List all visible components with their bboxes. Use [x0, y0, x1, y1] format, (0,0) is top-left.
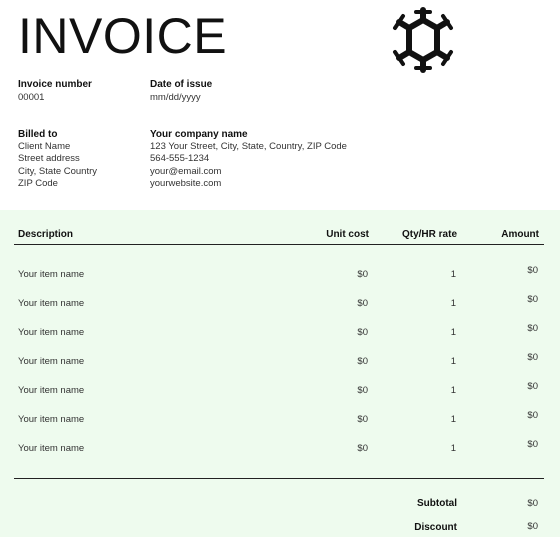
company-line: your@email.com [150, 165, 222, 177]
billed-to-label: Billed to [18, 129, 58, 140]
company-name-label: Your company name [150, 129, 248, 140]
item-amount: $0 [527, 265, 538, 276]
item-qty: 1 [450, 327, 456, 338]
totals-divider [14, 478, 544, 479]
item-amount: $0 [527, 352, 538, 363]
item-amount: $0 [527, 381, 538, 392]
table-row [0, 381, 560, 401]
item-qty: 1 [450, 414, 456, 425]
column-header-unit-cost: Unit cost [326, 229, 369, 240]
table-row [0, 439, 560, 459]
billed-to-line: City, State Country [18, 165, 98, 177]
invoice-number-value: 00001 [18, 92, 45, 103]
item-description: Your item name [18, 414, 85, 425]
company-line: 123 Your Street, City, State, Country, ZIP Code [150, 141, 347, 152]
subtotal-value: $0 [527, 498, 538, 509]
item-description: Your item name [18, 327, 85, 338]
item-unit-cost: $0 [357, 327, 368, 338]
company-block [150, 141, 347, 191]
item-unit-cost: $0 [357, 269, 368, 280]
item-unit-cost: $0 [357, 385, 368, 396]
table-row [0, 323, 560, 343]
item-qty: 1 [450, 298, 456, 309]
item-amount: $0 [527, 410, 538, 421]
item-description: Your item name [18, 356, 85, 367]
item-amount: $0 [527, 439, 538, 450]
table-row [0, 352, 560, 372]
billed-to-block [18, 141, 97, 191]
column-header-description: Description [18, 229, 74, 240]
company-line: yourwebsite.com [150, 178, 222, 190]
item-qty: 1 [450, 443, 456, 454]
header-divider [14, 244, 544, 245]
item-amount: $0 [527, 323, 538, 334]
item-description: Your item name [18, 298, 85, 309]
column-header-amount: Amount [501, 229, 539, 240]
item-unit-cost: $0 [357, 443, 368, 454]
invoice-number-label: Invoice number [18, 79, 92, 90]
date-of-issue-value: mm/dd/yyyy [150, 92, 201, 103]
item-description: Your item name [18, 443, 85, 454]
billed-to-line: ZIP Code [18, 178, 58, 190]
table-row [0, 410, 560, 430]
snowflake-icon [383, 6, 463, 76]
column-header-qty: Qty/HR rate [401, 229, 457, 240]
item-description: Your item name [18, 269, 85, 280]
subtotal-label: Subtotal [417, 498, 457, 509]
discount-value: $0 [527, 521, 538, 532]
invoice-title: INVOICE [18, 8, 228, 64]
table-row [0, 294, 560, 314]
item-qty: 1 [450, 385, 456, 396]
item-unit-cost: $0 [357, 356, 368, 367]
item-qty: 1 [450, 356, 456, 367]
billed-to-line: Street address [18, 153, 80, 165]
items-section [0, 210, 560, 537]
discount-label: Discount [414, 522, 457, 533]
billed-to-line: Client Name [18, 141, 71, 152]
item-unit-cost: $0 [357, 298, 368, 309]
item-description: Your item name [18, 385, 85, 396]
company-line: 564-555-1234 [150, 153, 210, 165]
item-unit-cost: $0 [357, 414, 368, 425]
item-amount: $0 [527, 294, 538, 305]
item-qty: 1 [450, 269, 456, 280]
table-row [0, 265, 560, 285]
date-of-issue-label: Date of issue [150, 79, 213, 90]
